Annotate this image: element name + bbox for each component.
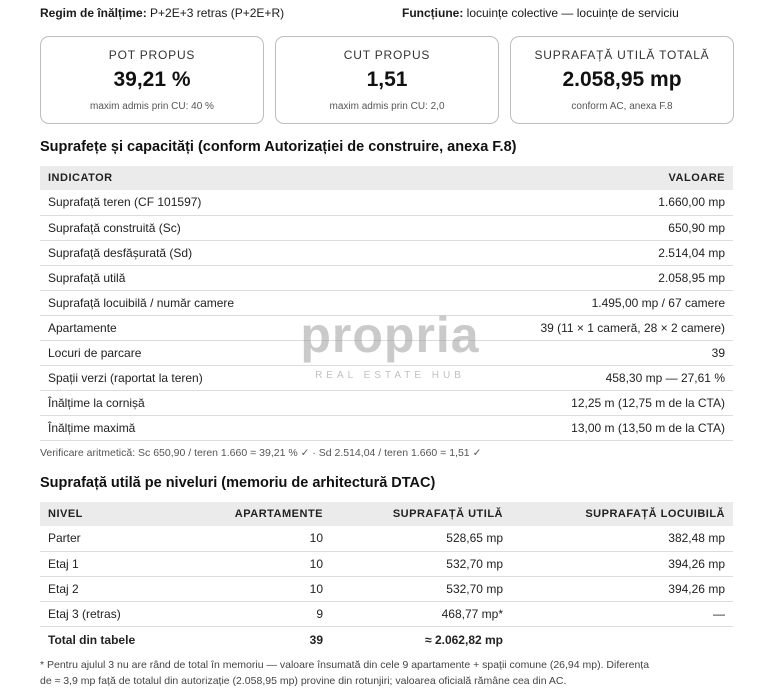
levels-table xyxy=(40,502,733,653)
suprafata-utila-card xyxy=(510,36,734,124)
apartments-cell: 9 xyxy=(200,601,331,626)
column-header: SUPRAFAȚĂ LOCUIBILĂ xyxy=(511,502,733,526)
card-note: maxim admis prin CU: 2,0 xyxy=(329,101,445,112)
regim-label: Regim de înălțime: xyxy=(40,6,147,20)
table-row xyxy=(40,315,733,340)
table-row xyxy=(40,390,733,415)
total-living-area-cell xyxy=(511,626,733,653)
indicator-cell: Înălțime la cornișă xyxy=(40,390,388,415)
value-cell: 458,30 mp — 27,61 % xyxy=(388,365,733,390)
indicator-cell: Suprafață construită (Sc) xyxy=(40,215,388,240)
section1-title: Suprafețe și capacități (conform Autorizației de construire, anexa F.8) xyxy=(40,139,517,155)
level-cell: Etaj 3 (retras) xyxy=(40,601,200,626)
indicator-cell: Înălțime maximă xyxy=(40,415,388,440)
indicator-cell: Suprafață locuibilă / număr camere xyxy=(40,290,388,315)
table-header-row xyxy=(40,166,733,190)
living-area-cell: 394,26 mp xyxy=(511,551,733,576)
card-note: maxim admis prin CU: 40 % xyxy=(90,101,214,112)
functiune-value: locuințe colective — locuințe de serviciu xyxy=(466,6,679,20)
living-area-cell: 394,26 mp xyxy=(511,576,733,601)
pot-card xyxy=(40,36,264,124)
card-value: 1,51 xyxy=(366,68,408,91)
total-usable-area-cell: ≈ 2.062,82 mp xyxy=(331,626,511,653)
functiune-info xyxy=(402,6,679,20)
value-cell: 39 xyxy=(388,340,733,365)
table-row xyxy=(40,215,733,240)
table-row xyxy=(40,601,733,626)
table-header-row xyxy=(40,502,733,526)
card-value: 39,21 % xyxy=(113,68,191,91)
column-header: SUPRAFAȚĂ UTILĂ xyxy=(331,502,511,526)
table-row xyxy=(40,290,733,315)
table-row xyxy=(40,576,733,601)
level-cell: Etaj 2 xyxy=(40,576,200,601)
indicator-cell: Apartamente xyxy=(40,315,388,340)
regim-info xyxy=(40,6,284,20)
footnote-line: de ≈ 3,9 mp față de totalul din autorizație (2.058,95 mp) provine din rotunjiri; valoarea oficială rămâne cea din AC. xyxy=(40,675,567,687)
column-header: VALOARE xyxy=(388,166,733,190)
usable-area-cell: 468,77 mp* xyxy=(331,601,511,626)
column-header: INDICATOR xyxy=(40,166,388,190)
apartments-cell: 10 xyxy=(200,576,331,601)
value-cell: 2.058,95 mp xyxy=(388,265,733,290)
level-cell: Parter xyxy=(40,526,200,551)
card-value: 2.058,95 mp xyxy=(562,68,682,91)
table-row xyxy=(40,240,733,265)
card-label: SUPRAFAȚĂ UTILĂ TOTALĂ xyxy=(534,48,710,62)
table-total-row xyxy=(40,626,733,653)
functiune-label: Funcțiune: xyxy=(402,6,464,20)
level-cell: Etaj 1 xyxy=(40,551,200,576)
card-label: POT PROPUS xyxy=(108,48,196,62)
table-row xyxy=(40,365,733,390)
value-cell: 2.514,04 mp xyxy=(388,240,733,265)
apartments-cell: 10 xyxy=(200,526,331,551)
value-cell: 39 (11 × 1 cameră, 28 × 2 camere) xyxy=(388,315,733,340)
card-note: conform AC, anexa F.8 xyxy=(571,101,673,112)
living-area-cell: 382,48 mp xyxy=(511,526,733,551)
indicator-cell: Suprafață utilă xyxy=(40,265,388,290)
cut-card xyxy=(275,36,499,124)
table-row xyxy=(40,415,733,440)
usable-area-cell: 532,70 mp xyxy=(331,576,511,601)
indicator-cell: Spații verzi (raportat la teren) xyxy=(40,365,388,390)
arithmetic-verification: Verificare aritmetică: Sc 650,90 / teren 1.660 = 39,21 % ✓ · Sd 2.514,04 / teren 1.660 = 1,51 ✓ xyxy=(40,447,482,459)
apartments-cell: 10 xyxy=(200,551,331,576)
value-cell: 13,00 m (13,50 m de la CTA) xyxy=(388,415,733,440)
value-cell: 1.660,00 mp xyxy=(388,190,733,215)
table-row xyxy=(40,551,733,576)
table-row xyxy=(40,526,733,551)
section2-title: Suprafață utilă pe niveluri (memoriu de arhitectură DTAC) xyxy=(40,475,436,491)
header-info xyxy=(40,6,734,22)
indicators-table xyxy=(40,166,733,441)
watermark-logo: propria xyxy=(300,307,480,363)
indicator-cell: Locuri de parcare xyxy=(40,340,388,365)
regim-value: P+2E+3 retras (P+2E+R) xyxy=(150,6,285,20)
table-row xyxy=(40,265,733,290)
table-row xyxy=(40,340,733,365)
column-header: NIVEL xyxy=(40,502,200,526)
summary-cards xyxy=(40,36,733,124)
footnote-line: * Pentru ajulul 3 nu are rând de total în memoriu — valoare însumată din cele 9 apartamente + spații comune (26,94 mp). Diferența xyxy=(40,659,650,671)
usable-area-cell: 528,65 mp xyxy=(331,526,511,551)
indicator-cell: Suprafață teren (CF 101597) xyxy=(40,190,388,215)
value-cell: 1.495,00 mp / 67 camere xyxy=(388,290,733,315)
indicator-cell: Suprafață desfășurată (Sd) xyxy=(40,240,388,265)
card-label: CUT PROPUS xyxy=(343,48,431,62)
living-area-cell: — xyxy=(511,601,733,626)
table-row xyxy=(40,190,733,215)
value-cell: 12,25 m (12,75 m de la CTA) xyxy=(388,390,733,415)
total-label-cell: Total din tabele xyxy=(40,626,200,653)
value-cell: 650,90 mp xyxy=(388,215,733,240)
total-apartments-cell: 39 xyxy=(200,626,331,653)
usable-area-cell: 532,70 mp xyxy=(331,551,511,576)
column-header: APARTAMENTE xyxy=(200,502,331,526)
footnote xyxy=(40,657,733,689)
watermark-subtitle: REAL ESTATE HUB xyxy=(315,370,465,381)
